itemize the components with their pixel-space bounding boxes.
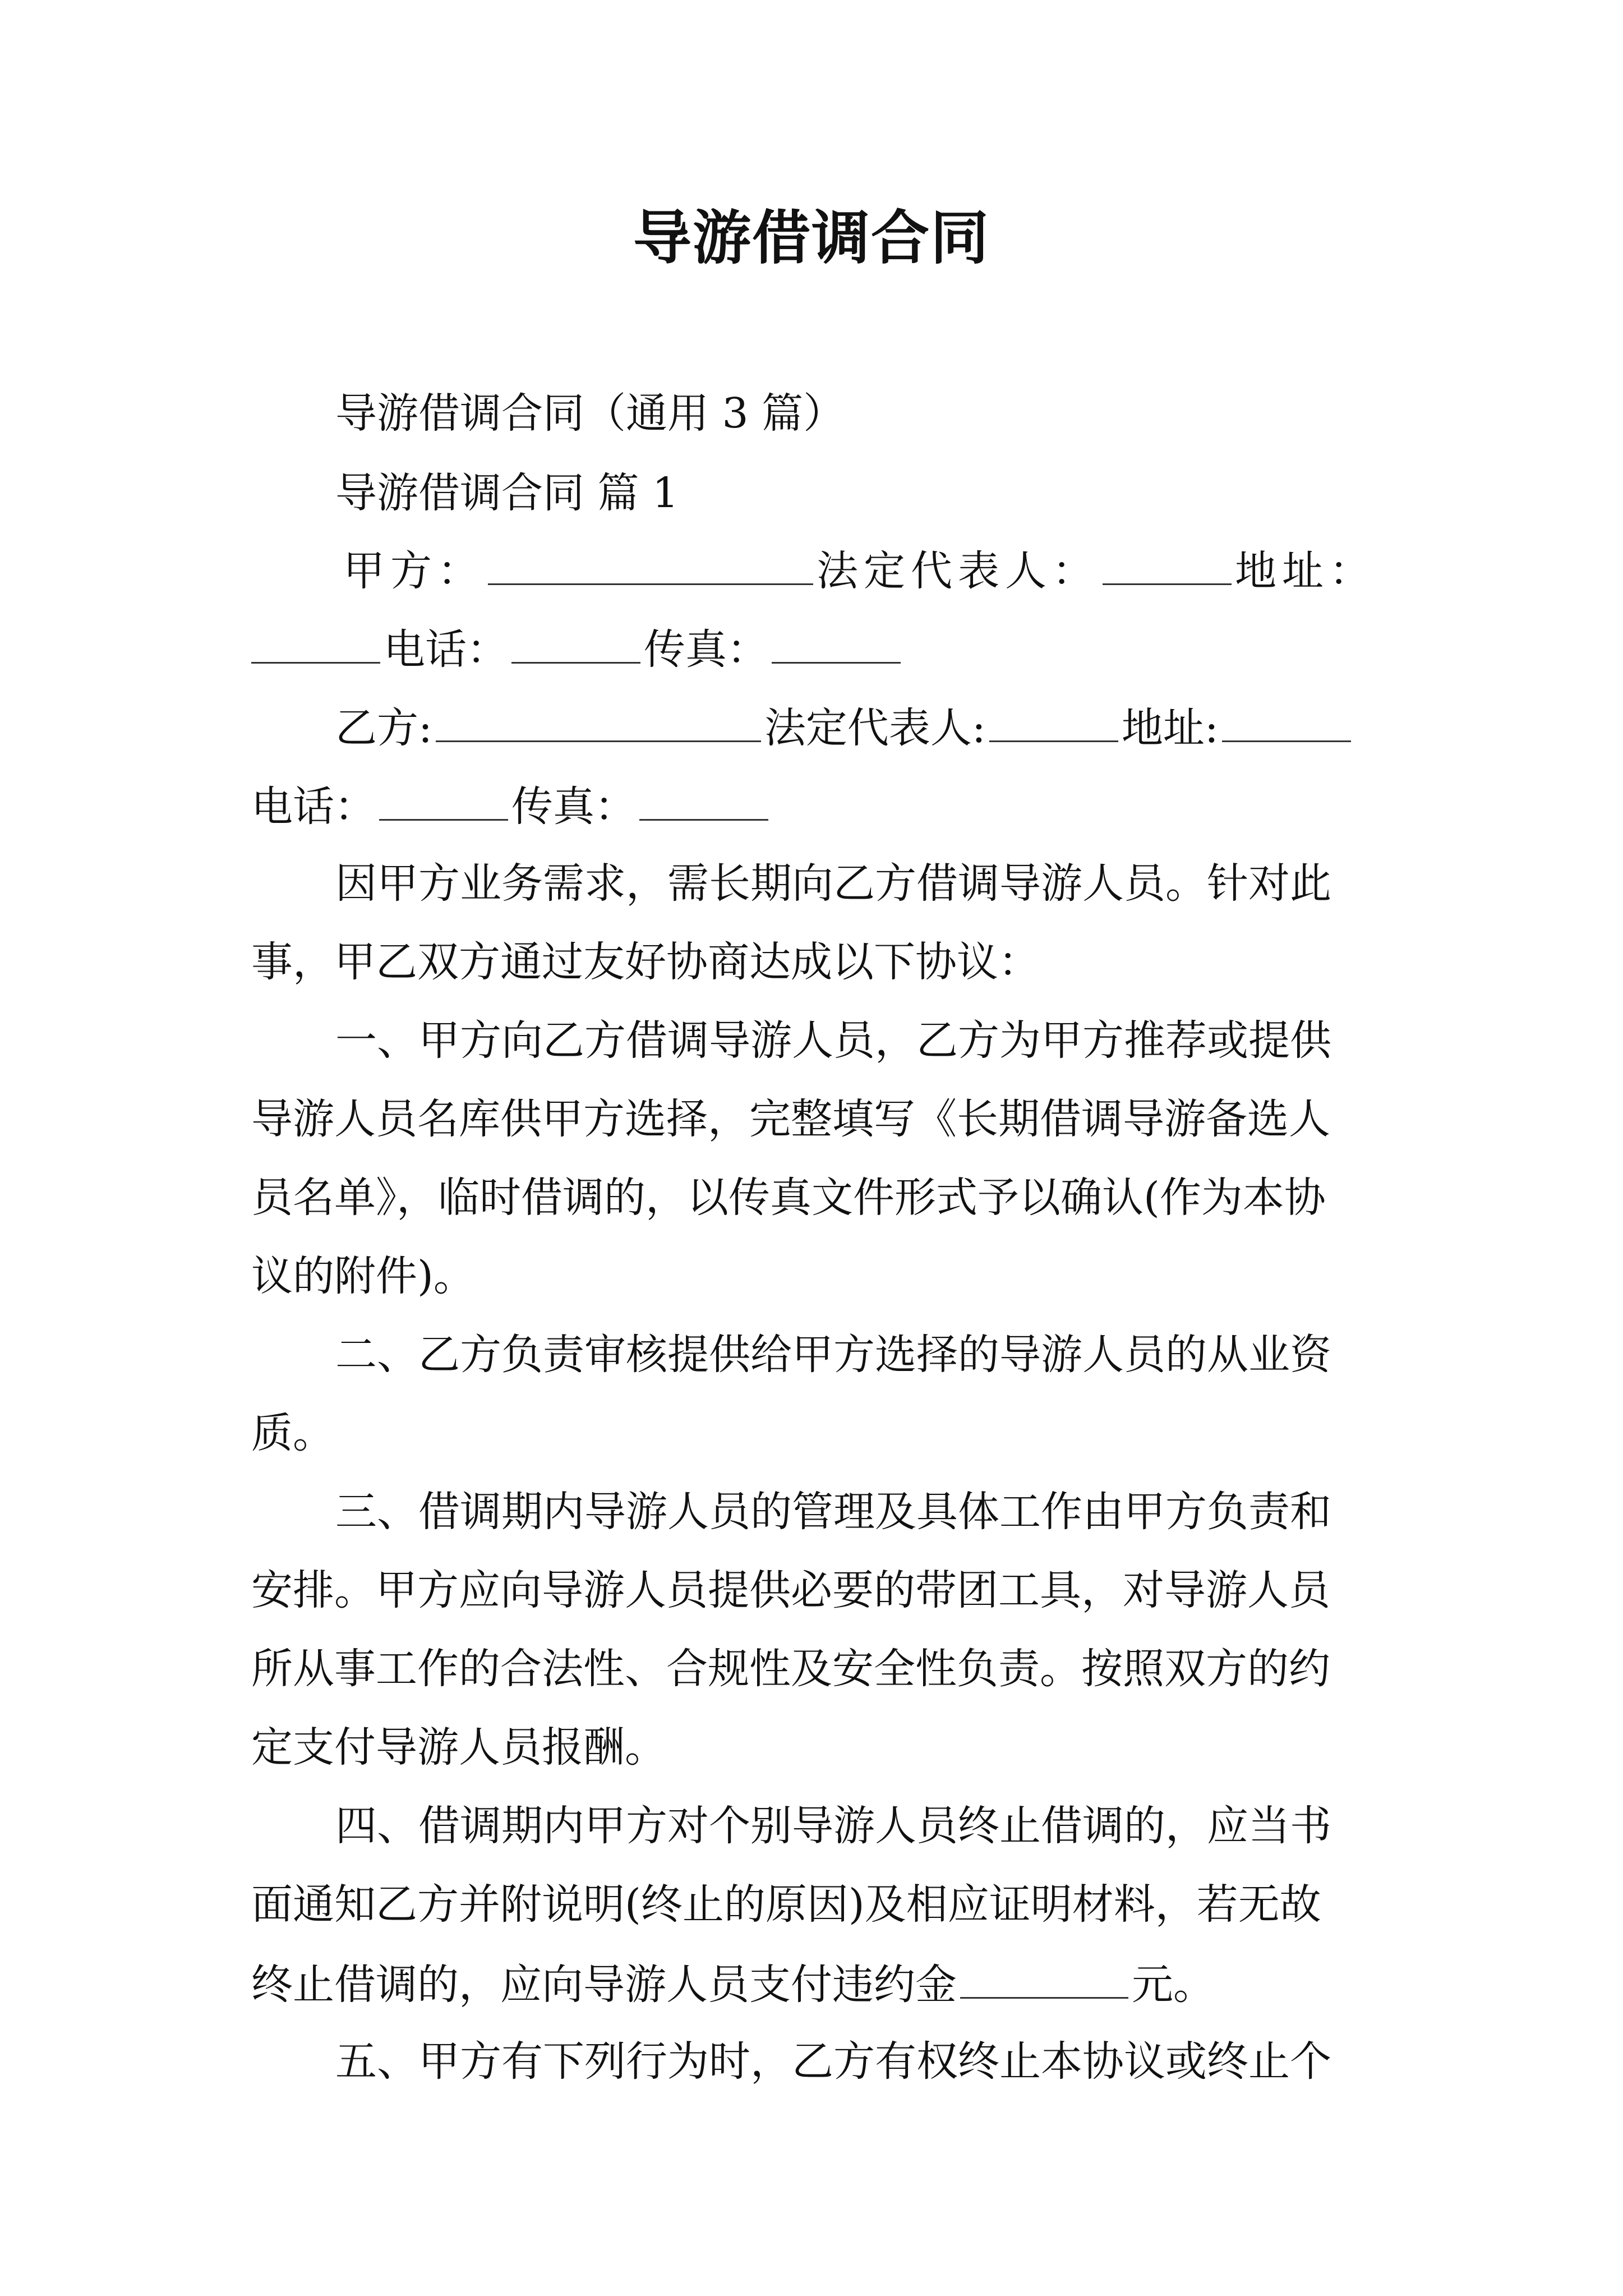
party-a-rep-blank (1103, 549, 1232, 585)
document-title: 导游借调合同 (633, 204, 990, 272)
party-b-phone-label: 电话： (251, 783, 376, 831)
party-b-label: 乙方: (335, 704, 432, 752)
clause-2-line-1: 二、乙方负责审核提供给甲方选择的导游人员的从业资 (335, 1331, 1331, 1379)
clause-1-line-2: 导游人员名库供甲方选择，完整填写《长期借调导游备选人 (251, 1095, 1330, 1143)
party-a-address-label: 地址： (1235, 547, 1376, 595)
clause-5-line-1: 五、甲方有下列行为时，乙方有权终止本协议或终止个 (335, 2037, 1331, 2086)
party-b-line2 (251, 783, 772, 831)
clause-4-line-1: 四、借调期内甲方对个别导游人员终止借调的，应当书 (335, 1802, 1331, 1850)
party-b-fax-blank (639, 784, 768, 821)
subtitle: 导游借调合同（通用 3 篇） (335, 389, 845, 438)
clause-3-line-3: 所从事工作的合法性、合规性及安全性负责。按照双方的约 (251, 1645, 1330, 1693)
clause-4-line-2: 面通知乙方并附说明(终止的原因)及相应证明材料，若无故 (251, 1880, 1321, 1929)
clause-2-line-2: 质。 (251, 1409, 334, 1457)
party-a-phone-label: 电话： (384, 625, 508, 674)
clause-3-line-1: 三、借调期内导游人员的管理及具体工作由甲方负责和 (335, 1488, 1331, 1536)
clause-1-line-1: 一、甲方向乙方借调导游人员，乙方为甲方推荐或提供 (335, 1016, 1331, 1065)
clause-1-line-4: 议的附件)。 (251, 1252, 475, 1300)
intro-line-2: 事，甲乙双方通过友好协商达成以下协议： (251, 938, 1040, 986)
party-a-name-blank (488, 549, 813, 585)
party-b-address-label: 地址: (1121, 704, 1219, 752)
party-a-line1 (343, 547, 1376, 595)
party-a-fax-blank (772, 627, 901, 664)
intro-line-1: 因甲方业务需求，需长期向乙方借调导游人员。针对此 (335, 859, 1331, 908)
section-title: 导游借调合同 篇 1 (335, 469, 679, 517)
party-b-line1 (335, 704, 1354, 752)
party-b-phone-blank (379, 784, 508, 821)
party-b-name-blank (436, 706, 761, 742)
party-a-phone-blank (511, 627, 640, 664)
clause-3-line-4: 定支付导游人员报酬。 (251, 1723, 666, 1772)
party-b-fax-label: 传真： (511, 783, 636, 831)
party-b-rep-label: 法定代表人: (764, 704, 986, 752)
penalty-amount-blank (960, 1962, 1128, 1999)
party-a-fax-label: 传真： (644, 625, 768, 674)
clause-4-line-3-end: 元。 (1132, 1961, 1215, 2009)
clause-3-line-2: 安排。甲方应向导游人员提供必要的带团工具，对导游人员 (251, 1566, 1330, 1614)
clause-4-line-3 (251, 1961, 1215, 2009)
party-a-rep-label: 法定代表人： (817, 547, 1099, 595)
party-a-line2 (251, 625, 904, 674)
party-a-label: 甲方： (343, 547, 485, 595)
party-b-address-blank (1222, 706, 1351, 742)
party-b-rep-blank (989, 706, 1118, 742)
clause-1-line-3: 员名单》，临时借调的，以传真文件形式予以确认(作为本协 (251, 1174, 1326, 1222)
clause-4-line-3-text: 终止借调的，应向导游人员支付违约金 (251, 1961, 957, 2009)
party-a-address-blank (251, 627, 380, 664)
